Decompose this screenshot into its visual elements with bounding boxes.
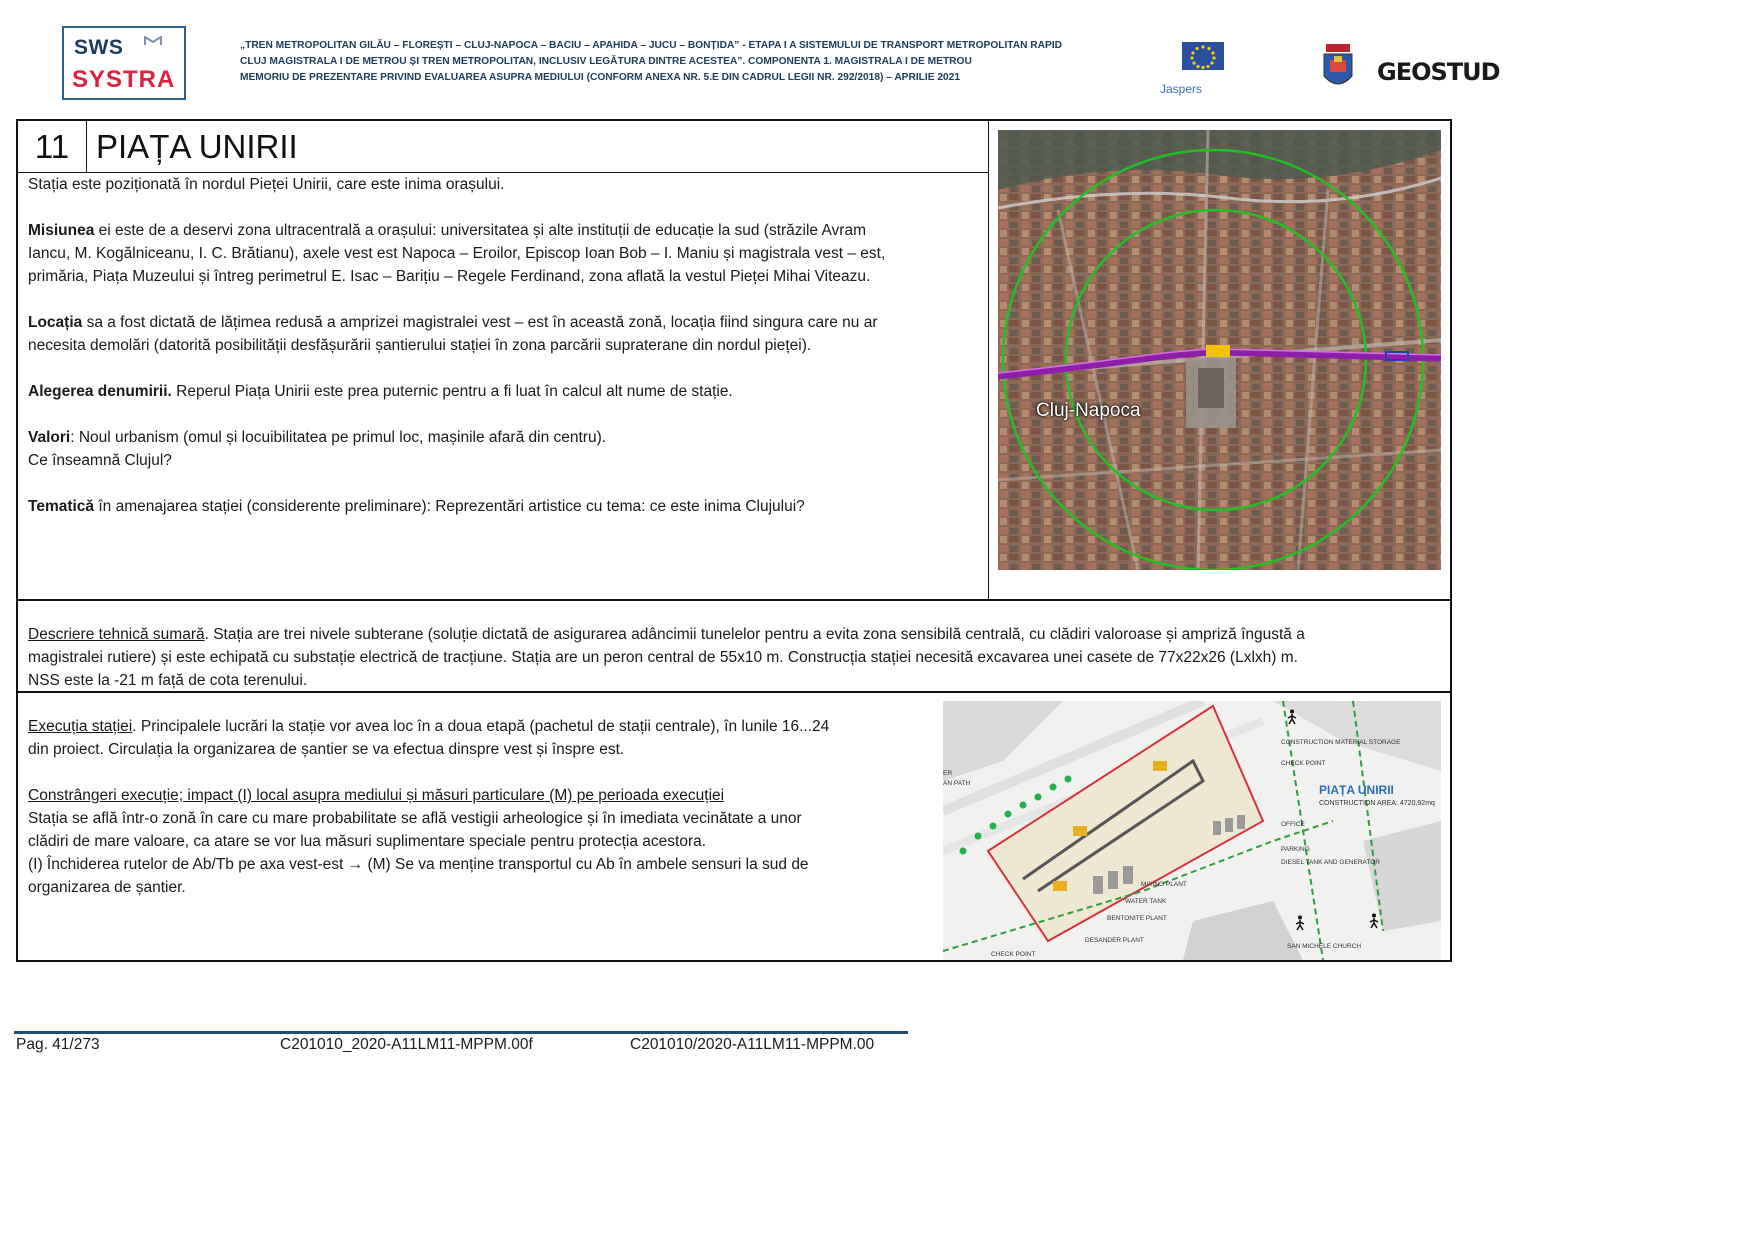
site-plan-image: [943, 701, 1441, 960]
execution-line-2: din proiect. Circulația la organizarea de șantier se va efectua dinspre vest și înspre est.: [28, 741, 625, 758]
station-title: PIAȚA UNIRII: [96, 127, 298, 165]
constraints-line-4: organizarea de șantier.: [28, 879, 186, 896]
alegerea-label: Alegerea denumirii.: [28, 383, 172, 400]
eu-flag-logo: [1170, 38, 1236, 74]
plan-label-parking: PARKING: [1281, 846, 1310, 853]
tematica-text: în amenajarea stației (considerente preliminare): Reprezentări artistice cu tema: ce este inima Clujului?: [94, 498, 805, 515]
valori-para: [28, 426, 978, 449]
locatia-label: Locația: [28, 314, 83, 331]
misiunea-para: [28, 219, 978, 242]
plan-label-office: OFFICE: [1281, 821, 1305, 828]
valori-label: Valori: [28, 429, 71, 446]
execution-section: [28, 715, 928, 899]
tematica-para: [28, 495, 978, 518]
pedestrian-icon: [1295, 915, 1305, 931]
plan-area: CONSTRUCTION AREA: 4720,92mq: [1319, 800, 1435, 807]
sws-logo-text: SWS: [74, 36, 124, 59]
tech-label: Descriere tehnică sumară: [28, 626, 205, 643]
plan-label-bentonite: BENTONITE PLANT: [1107, 915, 1167, 922]
plan-label-checkpoint-top: CHECK POINT: [1281, 760, 1326, 767]
tech-line-2: magistralei rutiere) și este echipată cu substație electrică de tracțiune. Stația are un peron central de 55x10 m. Construcția stației necesită excavarea unei casete de 77x22x26 (Lxlxh) m.: [28, 649, 1298, 666]
plan-label-church: SAN MICHELE CHURCH: [1287, 943, 1362, 950]
valori-line-2: Ce înseamnă Clujul?: [28, 452, 172, 469]
header-line-2: CLUJ MAGISTRALA I DE METROU ȘI TREN METROPOLITAN, INCLUSIV LEGĂTURA DINTRE ACESTEA”. COMPONENTA 1. MAGISTRALA I DE METROU: [240, 56, 972, 67]
document-header: [240, 38, 1140, 86]
constraints-line-3: (I) Închiderea rutelor de Ab/Tb pe axa vest-est → (M) Se va menține transportul cu Ab în ambele sensuri la sud de: [28, 856, 809, 873]
document-code-2: C201010/2020-A11LM11-MPPM.00: [630, 1036, 875, 1053]
header-line-3: MEMORIU DE PREZENTARE PRIVIND EVALUAREA ASUPRA MEDIULUI (CONFORM ANEXA NR. 5.E DIN CADRUL LEGII NR. 292/2018) – APRILIE 2021: [240, 72, 961, 83]
footer-rule: [14, 1031, 908, 1034]
constraints-line-1: Stația se află într-o zonă în care cu mare probabilitate se află vestigii arheologice și în imediata vecinătate a unor: [28, 810, 802, 827]
locatia-text: sa a fost dictată de lățimea redusă a amprizei magistralei vest – est în această zonă, locația fiind singura care nu ar: [82, 314, 878, 331]
station-description: [28, 173, 978, 518]
aerial-map-image: [998, 130, 1441, 570]
metro-mark-icon: [144, 36, 162, 46]
execution-text: . Principalele lucrări la stație vor avea loc în a doua etapă (pachetul de stații centrale), în lunile 16...24: [132, 718, 830, 735]
jaspers-logo: Jaspers: [1160, 82, 1203, 96]
tech-line-1: [28, 623, 1446, 646]
sws-systra-logo: [62, 26, 186, 100]
geostud-logo: GEOSTUD: [1377, 58, 1500, 86]
header-line-1: „TREN METROPOLITAN GILĂU – FLOREȘTI – CLUJ-NAPOCA – BACIU – APAHIDA – JUCU – BONȚIDA” - ETAPA I A SISTEMULUI DE TRANSPORT METROPOLITAN RAPID: [240, 40, 1063, 51]
locatia-para: [28, 311, 978, 334]
city-crest-logo: [1318, 42, 1358, 94]
constraints-line-2: clădiri de mare valoare, ca atare se vor lua măsuri suplimentare speciale pentru protecția acestora.: [28, 833, 707, 850]
locatia-line-2: necesita demolări (datorită posibilității desfășurării șantierului stației în zona parcării supraterane din nordul pieței).: [28, 337, 812, 354]
alegerea-text: Reperul Piața Unirii este prea puternic pentru a fi luat în calcul alt nume de stație.: [171, 383, 733, 400]
plan-label-mixing: MIXING PLANT: [1141, 881, 1187, 888]
tematica-label: Tematică: [28, 498, 95, 515]
map-divider: [988, 121, 989, 599]
plan-label-storage: CONSTRUCTION MATERIAL STORAGE: [1281, 739, 1401, 746]
plan-label-checkpoint-bottom: CHECK POINT: [991, 951, 1036, 958]
misiunea-line-2: Iancu, M. Kogălniceanu, I. C. Brătianu), axele vest est Napoca – Eroilor, Episcop Ioan Bob – I. Maniu și magistrala vest – est,: [28, 245, 886, 262]
execution-label: Execuția stației: [28, 718, 133, 735]
station-number: 11: [34, 127, 70, 165]
page-number: Pag. 41/273: [16, 1036, 100, 1053]
pedestrian-icon: [1369, 913, 1379, 929]
intro-text: Stația este poziționată în nordul Pieței Unirii, care este inima orașului.: [28, 176, 505, 193]
pedestrian-icon: [1287, 709, 1297, 725]
section-divider-1: [18, 599, 1450, 601]
execution-line-1: [28, 715, 928, 738]
station-sheet: [16, 119, 1452, 962]
plan-label-desander: DESANDER PLANT: [1085, 937, 1144, 944]
constraints-heading: Constrângeri execuție; impact (I) local asupra mediului și măsuri particulare (M) pe perioada execuției: [28, 787, 725, 804]
systra-logo-text: SYSTRA: [72, 66, 176, 93]
alegerea-para: [28, 380, 978, 403]
plan-title: PIAȚA UNIRII: [1319, 783, 1394, 797]
plan-label-diesel: DIESEL TANK AND GENERATOR: [1281, 859, 1380, 866]
number-divider: [86, 121, 87, 172]
aerial-map-svg: [998, 130, 1441, 570]
misiunea-label: Misiunea: [28, 222, 95, 239]
plan-label-path-1: ER: [943, 770, 953, 777]
misiunea-line-3: primăria, Piața Muzeului și întreg perimetrul E. Isac – Barițiu – Regele Ferdinand, zona aflată la vestul Pieței Mihai Viteazu.: [28, 268, 871, 285]
tech-text: . Stația are trei nivele subterane (soluție dictată de asigurarea adâncimii tunelelor pentru a evita zona sensibilă centrală, cu clădiri valoroase și ampriză îngustă a: [204, 626, 1305, 643]
plan-label-water: WATER TANK: [1125, 898, 1167, 905]
plan-label-path-2: AN PATH: [943, 780, 971, 787]
map-city-label: Cluj-Napoca: [1036, 400, 1141, 421]
valori-text: : Noul urbanism (omul și locuibilitatea pe primul loc, mașinile afară din centru).: [70, 429, 607, 446]
tech-line-3: NSS este la -21 m față de cota terenului.: [28, 672, 308, 689]
technical-description: [28, 623, 1446, 692]
misiunea-text: ei este de a deservi zona ultracentrală a orașului: universitatea și alte instituții de educație la sud (străzile Avram: [94, 222, 867, 239]
document-code-1: C201010_2020-A11LM11-MPPM.00f: [280, 1036, 533, 1053]
